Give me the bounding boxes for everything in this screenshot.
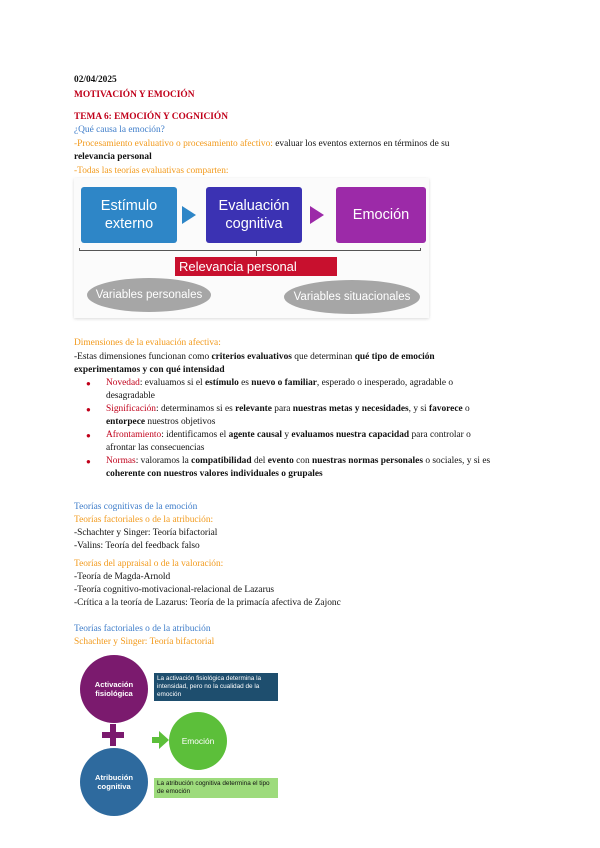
text: coherente con nuestros valores individuales o grupales [106,469,323,479]
circle-activation: Activación fisiológica [80,655,148,723]
list-item [80,429,530,455]
topic-title: TEMA 6: EMOCIÓN Y COGNICIÓN [74,112,228,122]
q1-line3: -Todas las teorías evaluativas comparten: [74,166,229,176]
text: : determinamos si es [156,404,236,414]
text: agente causal [228,430,283,440]
oval-personal: Variables personales [87,278,211,312]
list-item [80,403,530,429]
bracket-tick [420,248,421,251]
q1-line1-text: evaluar los eventos externos en términos de su [272,139,450,149]
theories-sub1: Teorías factoriales o de la atribución: [74,515,214,525]
text: favorece [429,404,463,414]
item-label: Novedad [106,378,140,388]
bracket-tick [79,248,80,251]
box-emotion: Emoción [336,187,426,243]
text: evaluamos nuestra capacidad [291,430,410,440]
text: criterios evaluativos [211,352,292,362]
text: es [238,378,252,388]
item-label: Normas [106,456,136,466]
text: qué tipo de emoción [354,352,435,362]
box-stimulus: Estímulo externo [81,187,177,243]
bullet-icon: ● [86,431,91,440]
text: : identificamos el [161,430,229,440]
note-attribution: La atribución cognitiva determina el tipo de emoción [154,778,278,798]
bracket-tick [256,250,257,256]
q1-line1-label: -Procesamiento evaluativo o procesamiento afectivo: [74,139,273,149]
text: afrontar las consecuencias [106,443,205,453]
bullet-icon: ● [86,457,91,466]
dimensions-intro-line2: experimentamos y con qué intensidad [74,365,225,375]
text: entorpece [106,417,146,427]
theory-item: -Valins: Teoría del feedback falso [74,541,200,551]
q1-line2: relevancia personal [74,152,152,162]
theories-sub2: Teorías del appraisal o de la valoración: [74,559,224,569]
box-appraisal: Evaluación cognitiva [206,187,302,243]
text: estímulo [204,378,239,388]
text: o sociales, y si es [422,456,491,466]
bullet-icon: ● [86,405,91,414]
text: para [271,404,293,414]
dimensions-list [80,377,530,481]
dimensions-heading: Dimensiones de la evaluación afectiva: [74,338,221,348]
text: nuestras normas personales [312,456,423,466]
text: relevante [235,404,272,414]
note-activation: La activación fisiológica determina la intensidad, pero no la cualidad de la emoción [154,673,278,701]
dimensions-intro-line1 [74,351,435,364]
section2-heading: Teorías factoriales o de la atribución [74,624,211,634]
text: o [462,404,470,414]
bracket-line [79,246,421,251]
circle-emotion: Emoción [169,712,227,770]
text: del [251,456,268,466]
theory-item: -Schachter y Singer: Teoría bifactorial [74,528,218,538]
text: y [282,430,292,440]
theory-item: -Crítica a la teoría de Lazarus: Teoría de la primacía afectiva de Zajonc [74,598,341,608]
theory-item: -Teoría cognitivo-motivacional-relacional de Lazarus [74,585,275,595]
question: ¿Qué causa la emoción? [74,125,165,135]
text: , esperado o inesperado, agradable o [316,378,454,388]
text: para controlar o [409,430,471,440]
text: : valoramos la [135,456,192,466]
appraisal-diagram [74,178,429,318]
arrow-right-icon [310,206,324,224]
text: , y si [408,404,429,414]
plus-icon [102,724,124,746]
relevance-bar: Relevancia personal [175,257,337,276]
text: : evaluamos si el [139,378,205,388]
item-label: Afrontamiento [106,430,162,440]
section2-sub: Schachter y Singer: Teoría bifactorial [74,637,215,647]
list-item [80,455,530,481]
text: con [293,456,313,466]
subject-title: MOTIVACIÓN Y EMOCIÓN [74,90,195,100]
text: compatibilidad [191,456,252,466]
list-item [80,377,530,403]
theory-item: -Teoría de Magda-Arnold [74,572,171,582]
text: nuestros objetivos [145,417,216,427]
text: nuevo o familiar [251,378,317,388]
theories-heading: Teorías cognitivas de la emoción [74,502,198,512]
text: que determinan [291,352,355,362]
arrow-right-icon [182,206,196,224]
q1-line1 [74,138,449,151]
text: -Estas dimensiones funcionan como [74,352,212,362]
circle-attribution: Atribución cognitiva [80,748,148,816]
oval-situational: Variables situacionales [284,280,420,314]
item-label: Significación [106,404,156,414]
text: nuestras metas y necesidades [292,404,409,414]
text: desagradable [106,391,155,401]
date: 02/04/2025 [74,75,117,85]
bullet-icon: ● [86,379,91,388]
text: evento [267,456,294,466]
